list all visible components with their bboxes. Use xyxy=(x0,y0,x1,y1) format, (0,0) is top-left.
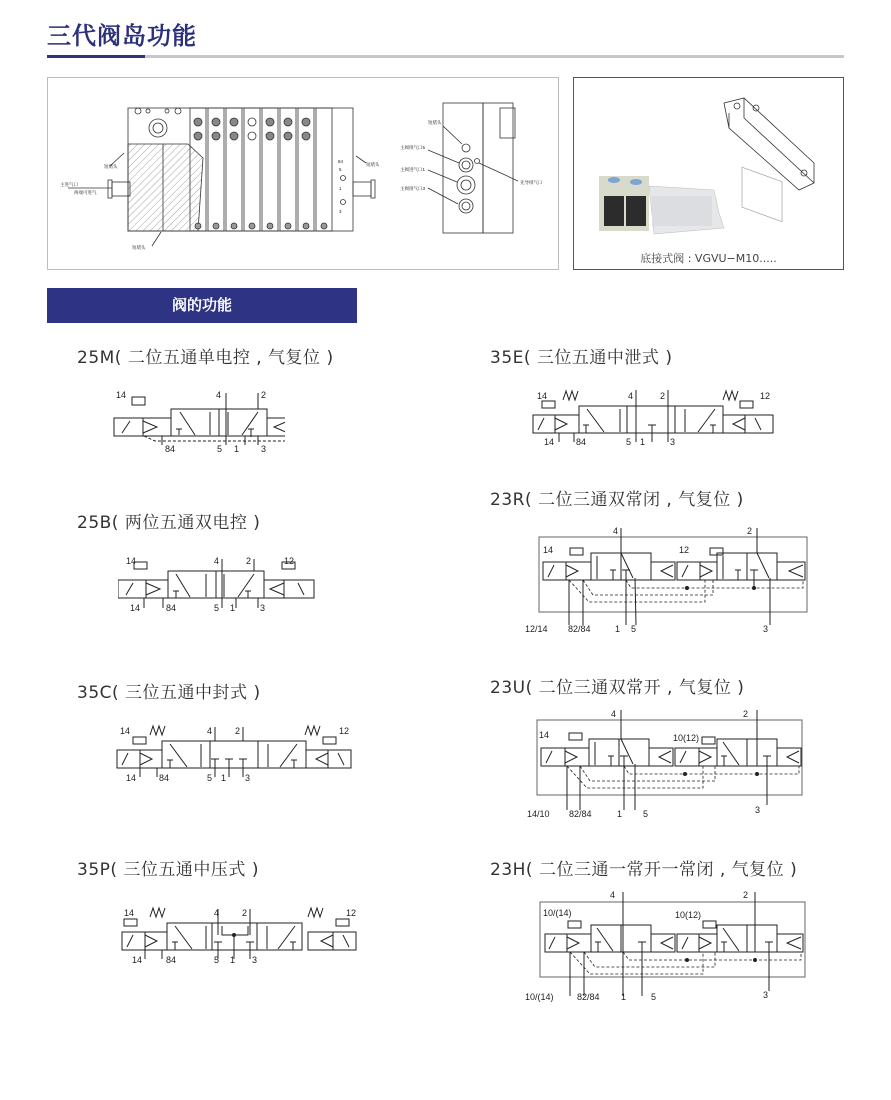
port-label-e: 3 xyxy=(763,990,769,1000)
port-label-84: 84 xyxy=(166,603,177,613)
port-label-2: 2 xyxy=(743,890,749,900)
label-side-exhaust-3: 主阀排气口3 xyxy=(400,186,426,191)
port-label-14: 14 xyxy=(124,908,135,918)
port-label-e: 3 xyxy=(755,805,761,815)
port-label-a: 12/14 xyxy=(525,624,548,634)
port-label-b: 82/84 xyxy=(568,624,591,634)
port-label-84: 84 xyxy=(166,955,177,965)
port-label-12: 12 xyxy=(760,391,771,401)
port-label-5: 5 xyxy=(207,773,213,783)
valve-symbol-35e xyxy=(530,385,780,450)
valve-title-35p: 35P( 三位五通中压式 ) xyxy=(77,860,259,880)
label-side-exhaust-5: 主阀排气口5 xyxy=(400,145,426,150)
valve-line-drawing-icon xyxy=(724,98,814,222)
port-label-12: 12 xyxy=(339,726,350,736)
port-label-84: 84 xyxy=(159,773,170,783)
port-label-12: 12 xyxy=(284,556,295,566)
port-label-c: 1 xyxy=(617,809,623,819)
port-label-b: 82/84 xyxy=(577,992,600,1002)
valve-title-35e: 35E( 三位五通中泄式 ) xyxy=(490,348,673,368)
valve-product-image xyxy=(574,78,845,248)
port-label-4: 4 xyxy=(214,908,220,918)
valve-symbol-23h xyxy=(525,888,815,1008)
page-title: 三代阀岛功能 xyxy=(47,22,197,50)
port-label-2: 2 xyxy=(242,908,248,918)
valve-title-23h: 23H( 二位三通一常开一常闭 , 气复位 ) xyxy=(490,860,798,880)
port-label-1: 1 xyxy=(221,773,227,783)
port-label-a: 10/(14) xyxy=(525,992,554,1002)
port-label-5: 5 xyxy=(626,437,632,447)
port-label-1: 1 xyxy=(230,955,236,965)
pilot-label-left: 10/(14) xyxy=(543,908,572,918)
label-pilot-exhaust: 先导排气口 xyxy=(520,180,543,185)
label-port-84: 84 xyxy=(338,159,344,164)
port-label-5: 5 xyxy=(214,955,220,965)
valve-symbol-35p xyxy=(120,902,365,967)
label-plug-bottom: 短堵头 xyxy=(132,245,146,250)
valve-symbol-25b xyxy=(118,553,318,615)
port-label-14-bottom: 14 xyxy=(544,437,555,447)
port-label-14: 14 xyxy=(537,391,548,401)
valve-symbol-23u xyxy=(525,705,815,825)
port-label-5: 5 xyxy=(217,444,223,454)
port-label-1: 1 xyxy=(640,437,646,447)
port-label-c: 1 xyxy=(615,624,621,634)
valve-symbol-35c xyxy=(115,720,360,785)
port-label-1: 1 xyxy=(234,444,240,454)
port-label-4: 4 xyxy=(207,726,213,736)
port-label-c: 1 xyxy=(621,992,627,1002)
port-label-b: 82/84 xyxy=(569,809,592,819)
valve-island-drawing xyxy=(47,77,559,270)
valve-symbol-23r xyxy=(525,520,815,640)
pilot-label-right: 10(12) xyxy=(673,733,700,743)
port-label-2: 2 xyxy=(660,391,666,401)
label-port-5: 5 xyxy=(339,167,342,172)
port-label-d: 5 xyxy=(651,992,657,1002)
port-label-a: 14/10 xyxy=(527,809,550,819)
valve-title-23r: 23R( 二位三通双常闭 , 气复位 ) xyxy=(490,490,744,510)
port-label-2: 2 xyxy=(235,726,241,736)
port-label-14-bottom: 14 xyxy=(126,773,137,783)
label-side-plug: 短堵头 xyxy=(428,120,442,125)
section-header: 阀的功能 xyxy=(47,288,357,323)
port-label-3: 3 xyxy=(670,437,676,447)
pilot-label-right: 12 xyxy=(679,545,690,555)
valve-island-drawing-svg xyxy=(48,78,560,271)
port-label-12: 12 xyxy=(346,908,357,918)
label-plug-top-left: 短堵头 xyxy=(104,164,118,169)
label-main-inlet: 主进气口 xyxy=(60,182,78,187)
port-label-4: 4 xyxy=(214,556,220,566)
valve-title-25m: 25M( 二位五通单电控 , 气复位 ) xyxy=(77,348,334,368)
product-photo-panel xyxy=(573,77,844,270)
pilot-label-left: 14 xyxy=(539,730,550,740)
label-side-inlet-1: 主阀进气口1 xyxy=(400,167,426,172)
port-label-14: 14 xyxy=(126,556,137,566)
port-label-2: 2 xyxy=(743,709,749,719)
title-divider xyxy=(47,55,844,58)
port-label-1: 1 xyxy=(230,603,236,613)
pilot-label-right: 10(12) xyxy=(675,910,702,920)
port-label-3: 3 xyxy=(261,444,267,454)
label-port-1: 1 xyxy=(339,186,342,191)
valve-photo-icon xyxy=(599,176,724,234)
photo-caption: 底接式阀 : VGVU−M10..... xyxy=(640,252,777,265)
port-label-4: 4 xyxy=(613,526,619,536)
valve-title-25b: 25B( 两位五通双电控 ) xyxy=(77,513,261,533)
port-label-4: 4 xyxy=(216,390,222,400)
port-label-4: 4 xyxy=(610,890,616,900)
pilot-label-left: 14 xyxy=(543,545,554,555)
port-label-14-bottom: 14 xyxy=(130,603,141,613)
valve-title-35c: 35C( 三位五通中封式 ) xyxy=(77,683,261,703)
port-label-d: 5 xyxy=(643,809,649,819)
port-label-14: 14 xyxy=(116,390,127,400)
port-label-2: 2 xyxy=(261,390,267,400)
label-both-ends-inlet: 两端可进气 xyxy=(74,190,97,195)
port-label-2: 2 xyxy=(246,556,252,566)
port-label-2: 2 xyxy=(747,526,753,536)
port-label-4: 4 xyxy=(611,709,617,719)
port-label-d: 5 xyxy=(631,624,637,634)
port-label-e: 3 xyxy=(763,624,769,634)
valve-title-23u: 23U( 二位三通双常开 , 气复位 ) xyxy=(490,678,745,698)
port-label-5: 5 xyxy=(214,603,220,613)
port-label-84: 84 xyxy=(165,444,176,454)
label-port-3: 3 xyxy=(339,209,342,214)
port-label-14-bottom: 14 xyxy=(132,955,143,965)
title-divider-accent xyxy=(47,55,145,58)
port-label-3: 3 xyxy=(245,773,251,783)
valve-symbol-25m xyxy=(110,385,285,455)
port-label-14: 14 xyxy=(120,726,131,736)
port-label-3: 3 xyxy=(260,603,266,613)
port-label-84: 84 xyxy=(576,437,587,447)
label-plug-right: 短堵头 xyxy=(366,162,380,167)
port-label-4: 4 xyxy=(628,391,634,401)
port-label-3: 3 xyxy=(252,955,258,965)
